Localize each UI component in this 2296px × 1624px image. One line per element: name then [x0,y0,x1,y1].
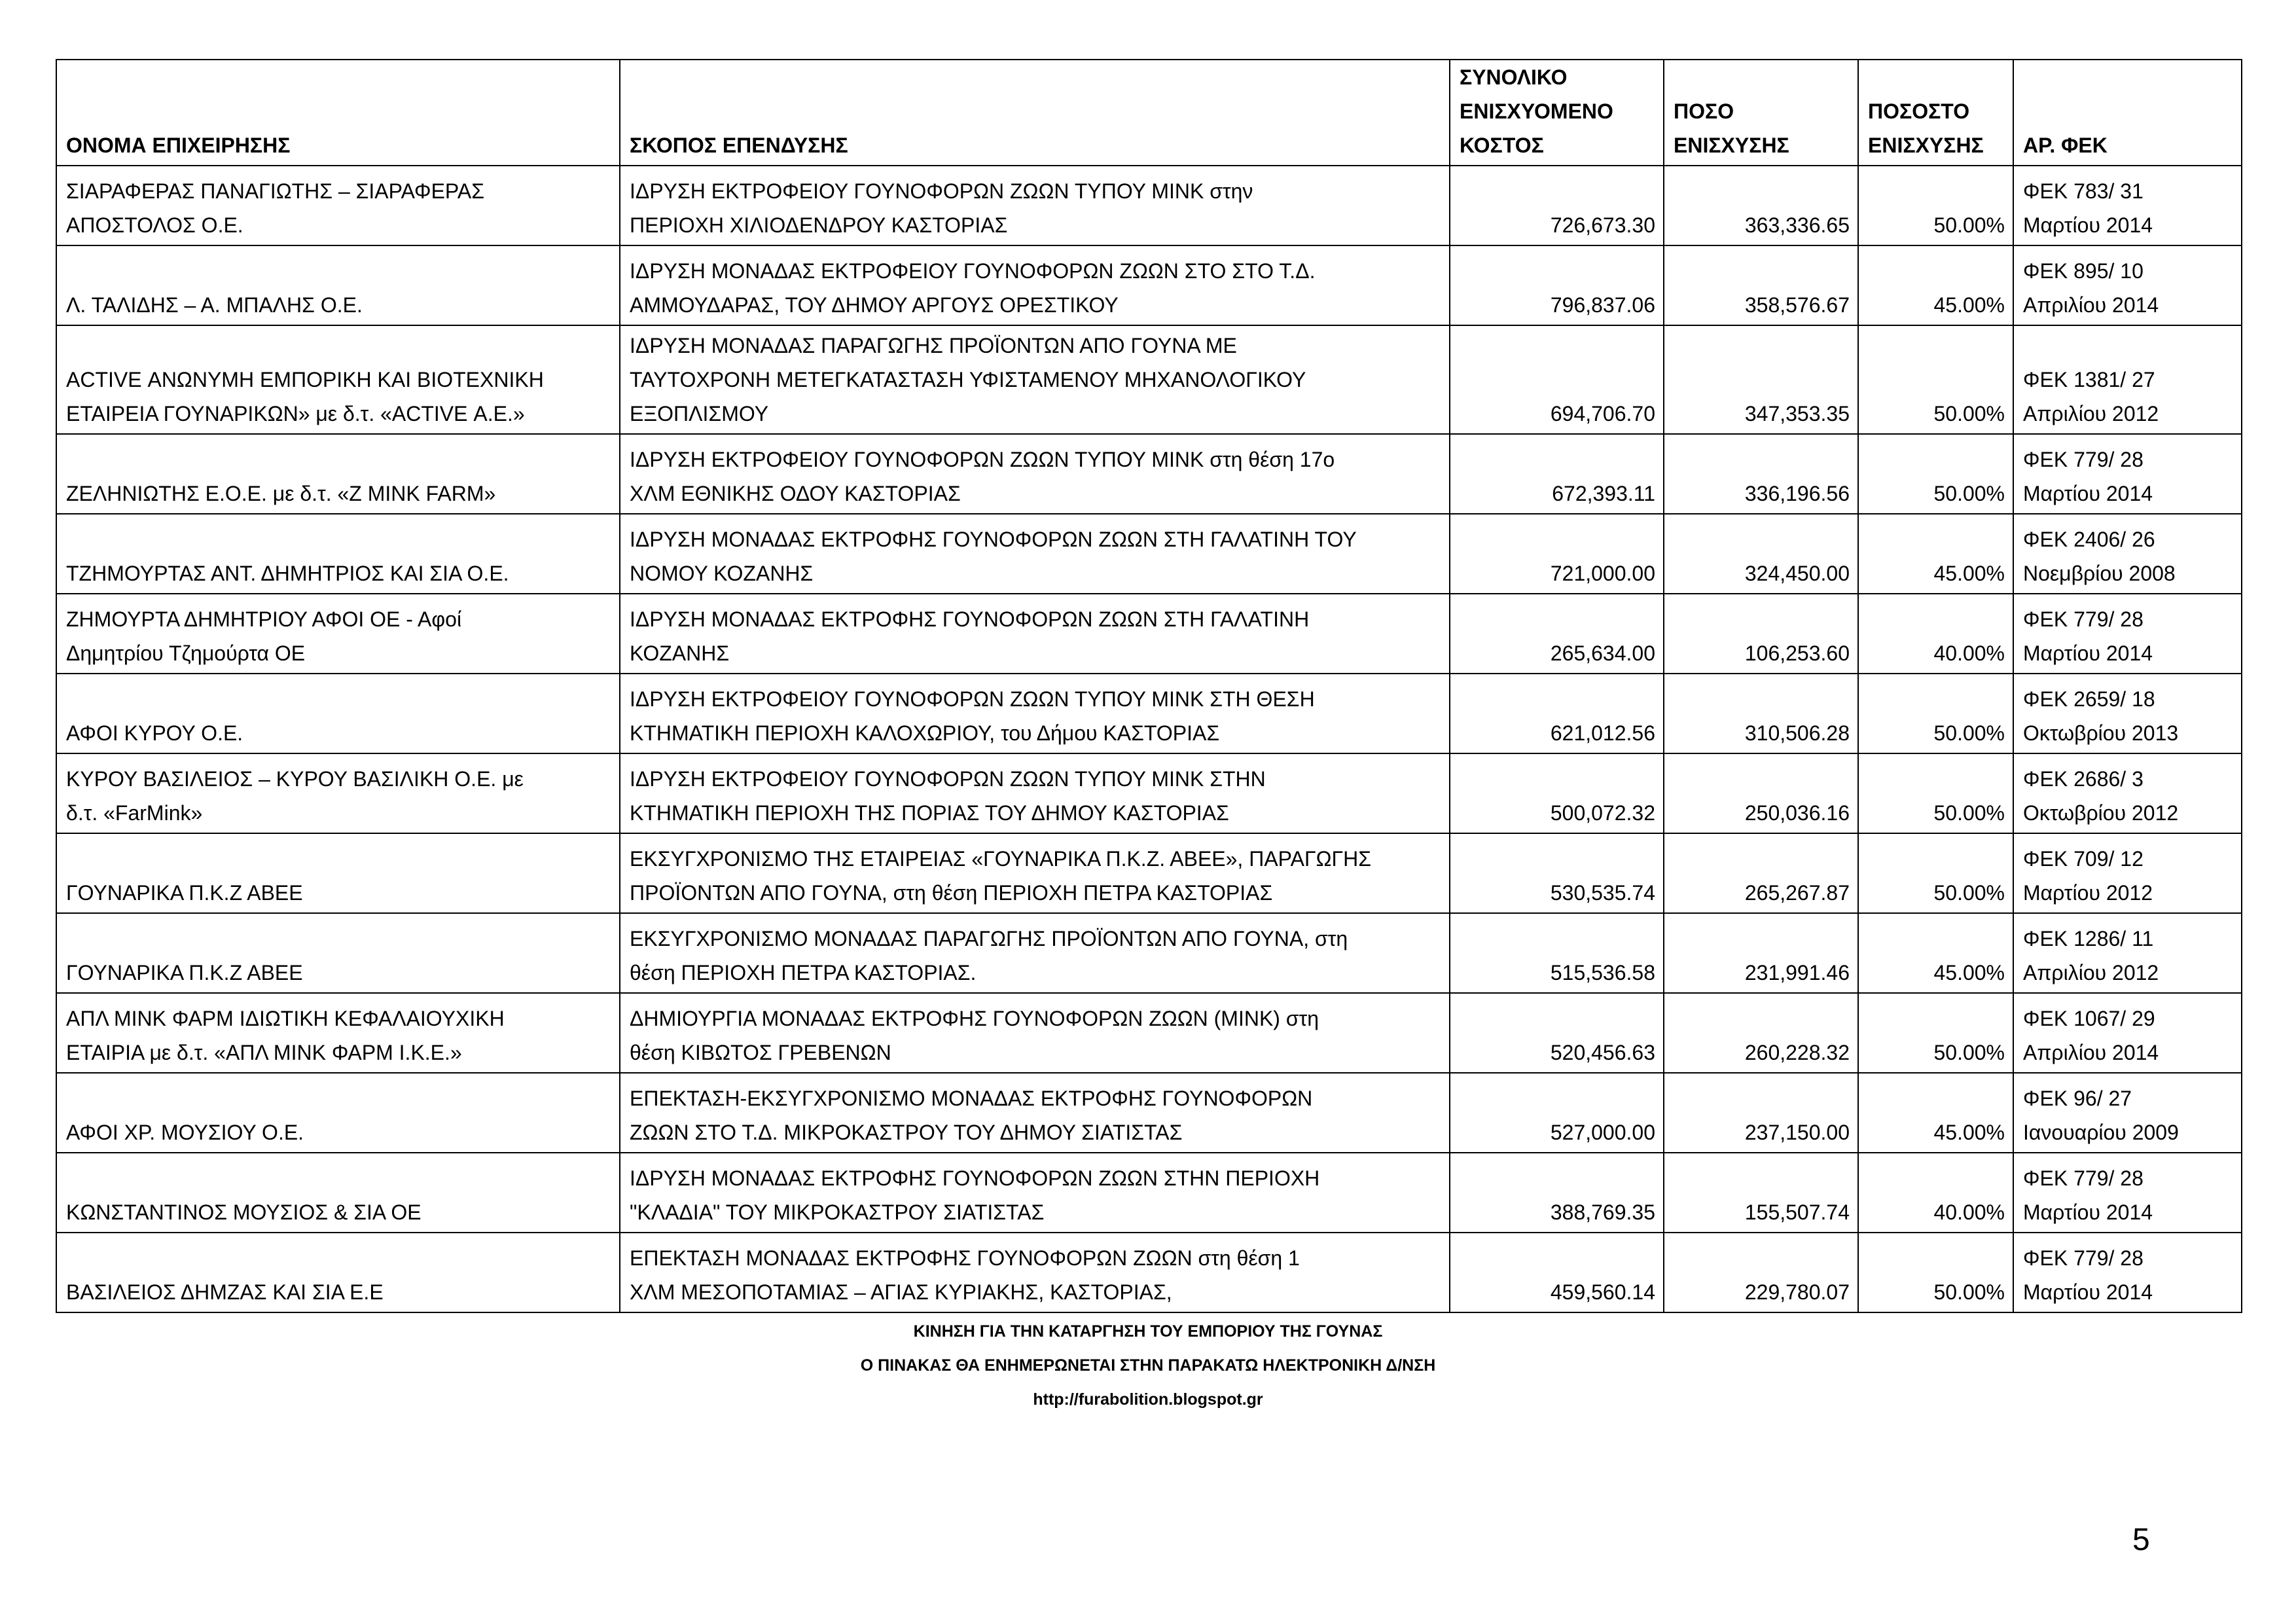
table-row [56,993,2242,1073]
cell-company-name: ΑΦΟΙ ΚΥΡΟΥ Ο.Ε. [56,674,620,753]
table-row [56,913,2242,993]
table-row [56,833,2242,913]
investment-table [56,59,2242,1313]
table-row [56,1153,2242,1233]
table-row [56,514,2242,594]
cell-company-name: ΑΠΛ ΜΙΝΚ ΦΑΡΜ ΙΔΙΩΤΙΚΗ ΚΕΦΑΛΑΙΟΥΧΙΚΗ ΕΤΑΙΡΙΑ με δ.τ. «ΑΠΛ ΜΙΝΚ ΦΑΡΜ Ι.Κ.Ε.» [56,993,620,1073]
cell-investment-purpose: ΕΚΣΥΓΧΡΟΝΙΣΜΟ ΤΗΣ ΕΤΑΙΡΕΙΑΣ «ΓΟΥΝΑΡΙΚΑ Π.Κ.Ζ. ΑΒΕΕ», ΠΑΡΑΓΩΓΗΣ ΠΡΟΪΟΝΤΩΝ ΑΠΟ ΓΟΥΝΑ, στη θέση ΠΕΡΙΟΧΗ ΠΕΤΡΑ ΚΑΣΤΟΡΙΑΣ [620,833,1450,913]
cell-company-name: ΓΟΥΝΑΡΙΚΑ Π.Κ.Ζ ΑΒΕΕ [56,913,620,993]
cell-fek-number: ΦΕΚ 2659/ 18 Οκτωβρίου 2013 [2013,674,2242,753]
table-header-row [56,60,2242,166]
cell-grant-amount: 229,780.07 [1664,1233,1858,1312]
cell-company-name: ΖΗΜΟΥΡΤΑ ΔΗΜΗΤΡΙΟΥ ΑΦΟΙ ΟΕ - Αφοί Δημητρίου Τζημούρτα ΟΕ [56,594,620,674]
cell-total-cost: 527,000.00 [1450,1073,1664,1153]
cell-company-name: Λ. ΤΑΛΙΔΗΣ – Α. ΜΠΑΛΗΣ Ο.Ε. [56,245,620,325]
table-row [56,594,2242,674]
cell-grant-amount: 363,336.65 [1664,166,1858,245]
header-company-name: ΟΝΟΜΑ ΕΠΙΧΕΙΡΗΣΗΣ [56,60,620,166]
table-row [56,245,2242,325]
footer-url[interactable]: http://furabolition.blogspot.gr [1033,1390,1263,1409]
cell-grant-percent: 40.00% [1858,1153,2013,1233]
cell-company-name: ΖΕΛΗΝΙΩΤΗΣ Ε.Ο.Ε. με δ.τ. «Z MINK FARM» [56,434,620,514]
cell-grant-amount: 155,507.74 [1664,1153,1858,1233]
cell-grant-percent: 50.00% [1858,674,2013,753]
cell-grant-amount: 336,196.56 [1664,434,1858,514]
cell-fek-number: ΦΕΚ 779/ 28 Μαρτίου 2014 [2013,434,2242,514]
cell-grant-percent: 50.00% [1858,325,2013,434]
table-row [56,753,2242,833]
cell-fek-number: ΦΕΚ 779/ 28 Μαρτίου 2014 [2013,594,2242,674]
cell-grant-amount: 237,150.00 [1664,1073,1858,1153]
cell-investment-purpose: ΙΔΡΥΣΗ ΜΟΝΑΔΑΣ ΕΚΤΡΟΦΗΣ ΓΟΥΝΟΦΟΡΩΝ ΖΩΩΝ ΣΤΗ ΓΑΛΑΤΙΝΗ ΤΟΥ ΝΟΜΟΥ ΚΟΖΑΝΗΣ [620,514,1450,594]
header-grant-percent: ΠΟΣΟΣΤΟ ΕΝΙΣΧΥΣΗΣ [1858,60,2013,166]
cell-investment-purpose: ΕΠΕΚΤΑΣΗ ΜΟΝΑΔΑΣ ΕΚΤΡΟΦΗΣ ΓΟΥΝΟΦΟΡΩΝ ΖΩΩΝ στη θέση 1 ΧΛΜ ΜΕΣΟΠΟΤΑΜΙΑΣ – ΑΓΙΑΣ ΚΥΡΙΑΚΗΣ, ΚΑΣΤΟΡΙΑΣ, [620,1233,1450,1312]
page-number: 5 [2132,1523,2150,1557]
cell-total-cost: 388,769.35 [1450,1153,1664,1233]
cell-fek-number: ΦΕΚ 1286/ 11 Απριλίου 2012 [2013,913,2242,993]
cell-company-name: ΒΑΣΙΛΕΙΟΣ ΔΗΜΖΑΣ ΚΑΙ ΣΙΑ Ε.Ε [56,1233,620,1312]
cell-total-cost: 726,673.30 [1450,166,1664,245]
cell-company-name: ΚΩΝΣΤΑΝΤΙΝΟΣ ΜΟΥΣΙΟΣ & ΣΙΑ ΟΕ [56,1153,620,1233]
cell-fek-number: ΦΕΚ 2686/ 3 Οκτωβρίου 2012 [2013,753,2242,833]
cell-total-cost: 265,634.00 [1450,594,1664,674]
header-investment-purpose: ΣΚΟΠΟΣ ΕΠΕΝΔΥΣΗΣ [620,60,1450,166]
table-row [56,1073,2242,1153]
cell-grant-amount: 347,353.35 [1664,325,1858,434]
cell-company-name: ΓΟΥΝΑΡΙΚΑ Π.Κ.Ζ ΑΒΕΕ [56,833,620,913]
investment-table-container [56,59,2241,1313]
table-body [56,166,2242,1312]
table-row [56,166,2242,245]
cell-total-cost: 694,706.70 [1450,325,1664,434]
cell-total-cost: 721,000.00 [1450,514,1664,594]
cell-grant-amount: 265,267.87 [1664,833,1858,913]
cell-company-name: ΑΦΟΙ ΧΡ. ΜΟΥΣΙΟΥ Ο.Ε. [56,1073,620,1153]
cell-investment-purpose: ΙΔΡΥΣΗ ΕΚΤΡΟΦΕΙΟΥ ΓΟΥΝΟΦΟΡΩΝ ΖΩΩΝ ΤΥΠΟΥ ΜΙΝΚ στη θέση 17ο ΧΛΜ ΕΘΝΙΚΗΣ ΟΔΟΥ ΚΑΣΤΟΡΙΑΣ [620,434,1450,514]
cell-grant-percent: 50.00% [1858,1233,2013,1312]
cell-total-cost: 672,393.11 [1450,434,1664,514]
cell-grant-percent: 50.00% [1858,753,2013,833]
cell-fek-number: ΦΕΚ 709/ 12 Μαρτίου 2012 [2013,833,2242,913]
cell-total-cost: 515,536.58 [1450,913,1664,993]
cell-fek-number: ΦΕΚ 783/ 31 Μαρτίου 2014 [2013,166,2242,245]
footer-organization: ΚΙΝΗΣΗ ΓΙΑ ΤΗΝ ΚΑΤΑΡΓΗΣΗ ΤΟΥ ΕΜΠΟΡΙΟΥ ΤΗΣ ΓΟΥΝΑΣ [913,1322,1383,1341]
cell-grant-percent: 40.00% [1858,594,2013,674]
table-row [56,325,2242,434]
cell-fek-number: ΦΕΚ 895/ 10 Απριλίου 2014 [2013,245,2242,325]
table-row [56,674,2242,753]
cell-company-name: ΤΖΗΜΟΥΡΤΑΣ ΑΝΤ. ΔΗΜΗΤΡΙΟΣ ΚΑΙ ΣΙΑ Ο.Ε. [56,514,620,594]
cell-grant-percent: 50.00% [1858,833,2013,913]
cell-investment-purpose: ΙΔΡΥΣΗ ΕΚΤΡΟΦΕΙΟΥ ΓΟΥΝΟΦΟΡΩΝ ΖΩΩΝ ΤΥΠΟΥ ΜΙΝΚ ΣΤΗΝ ΚΤΗΜΑΤΙΚΗ ΠΕΡΙΟΧΗ ΤΗΣ ΠΟΡΙΑΣ ΤΟΥ ΔΗΜΟΥ ΚΑΣΤΟΡΙΑΣ [620,753,1450,833]
cell-total-cost: 530,535.74 [1450,833,1664,913]
header-total-cost: ΣΥΝΟΛΙΚΟ ΕΝΙΣΧΥΟΜΕΝΟ ΚΟΣΤΟΣ [1450,60,1664,166]
cell-grant-amount: 260,228.32 [1664,993,1858,1073]
cell-fek-number: ΦΕΚ 1067/ 29 Απριλίου 2014 [2013,993,2242,1073]
cell-investment-purpose: ΔΗΜΙΟΥΡΓΙΑ ΜΟΝΑΔΑΣ ΕΚΤΡΟΦΗΣ ΓΟΥΝΟΦΟΡΩΝ ΖΩΩΝ (ΜΙΝΚ) στη θέση ΚΙΒΩΤΟΣ ΓΡΕΒΕΝΩΝ [620,993,1450,1073]
cell-fek-number: ΦΕΚ 779/ 28 Μαρτίου 2014 [2013,1233,2242,1312]
table-row [56,434,2242,514]
cell-investment-purpose: ΙΔΡΥΣΗ ΜΟΝΑΔΑΣ ΠΑΡΑΓΩΓΗΣ ΠΡΟΪΟΝΤΩΝ ΑΠΟ ΓΟΥΝΑ ΜΕ ΤΑΥΤΟΧΡΟΝΗ ΜΕΤΕΓΚΑΤΑΣΤΑΣΗ ΥΦΙΣΤΑΜΕΝΟΥ ΜΗΧΑΝΟΛΟΓΙΚΟΥ ΕΞΟΠΛΙΣΜΟΥ [620,325,1450,434]
cell-company-name: ΚΥΡΟΥ ΒΑΣΙΛΕΙΟΣ – ΚΥΡΟΥ ΒΑΣΙΛΙΚΗ Ο.Ε. με δ.τ. «FarMink» [56,753,620,833]
cell-investment-purpose: ΕΠΕΚΤΑΣΗ-ΕΚΣΥΓΧΡΟΝΙΣΜΟ ΜΟΝΑΔΑΣ ΕΚΤΡΟΦΗΣ ΓΟΥΝΟΦΟΡΩΝ ΖΩΩΝ ΣΤΟ Τ.Δ. ΜΙΚΡΟΚΑΣΤΡΟΥ ΤΟΥ ΔΗΜΟΥ ΣΙΑΤΙΣΤΑΣ [620,1073,1450,1153]
cell-grant-percent: 45.00% [1858,245,2013,325]
cell-fek-number: ΦΕΚ 96/ 27 Ιανουαρίου 2009 [2013,1073,2242,1153]
cell-grant-percent: 50.00% [1858,993,2013,1073]
cell-grant-amount: 250,036.16 [1664,753,1858,833]
cell-investment-purpose: ΙΔΡΥΣΗ ΕΚΤΡΟΦΕΙΟΥ ΓΟΥΝΟΦΟΡΩΝ ΖΩΩΝ ΤΥΠΟΥ ΜΙΝΚ στην ΠΕΡΙΟΧΗ ΧΙΛΙΟΔΕΝΔΡΟΥ ΚΑΣΤΟΡΙΑΣ [620,166,1450,245]
cell-company-name: ΣΙΑΡΑΦΕΡΑΣ ΠΑΝΑΓΙΩΤΗΣ – ΣΙΑΡΑΦΕΡΑΣ ΑΠΟΣΤΟΛΟΣ Ο.Ε. [56,166,620,245]
cell-grant-amount: 310,506.28 [1664,674,1858,753]
cell-investment-purpose: ΕΚΣΥΓΧΡΟΝΙΣΜΟ ΜΟΝΑΔΑΣ ΠΑΡΑΓΩΓΗΣ ΠΡΟΪΟΝΤΩΝ ΑΠΟ ΓΟΥΝΑ, στη θέση ΠΕΡΙΟΧΗ ΠΕΤΡΑ ΚΑΣΤΟΡΙΑΣ. [620,913,1450,993]
cell-investment-purpose: ΙΔΡΥΣΗ ΜΟΝΑΔΑΣ ΕΚΤΡΟΦΗΣ ΓΟΥΝΟΦΟΡΩΝ ΖΩΩΝ ΣΤΗΝ ΠΕΡΙΟΧΗ "ΚΛΑΔΙΑ" ΤΟΥ ΜΙΚΡΟΚΑΣΤΡΟΥ ΣΙΑΤΙΣΤΑΣ [620,1153,1450,1233]
cell-grant-amount: 231,991.46 [1664,913,1858,993]
cell-grant-amount: 324,450.00 [1664,514,1858,594]
cell-total-cost: 621,012.56 [1450,674,1664,753]
cell-grant-percent: 45.00% [1858,514,2013,594]
cell-investment-purpose: ΙΔΡΥΣΗ ΜΟΝΑΔΑΣ ΕΚΤΡΟΦΗΣ ΓΟΥΝΟΦΟΡΩΝ ΖΩΩΝ ΣΤΗ ΓΑΛΑΤΙΝΗ ΚΟΖΑΝΗΣ [620,594,1450,674]
cell-grant-amount: 106,253.60 [1664,594,1858,674]
cell-grant-amount: 358,576.67 [1664,245,1858,325]
cell-grant-percent: 50.00% [1858,434,2013,514]
cell-fek-number: ΦΕΚ 2406/ 26 Νοεμβρίου 2008 [2013,514,2242,594]
cell-total-cost: 796,837.06 [1450,245,1664,325]
cell-total-cost: 520,456.63 [1450,993,1664,1073]
cell-total-cost: 459,560.14 [1450,1233,1664,1312]
footer-update-note: Ο ΠΙΝΑΚΑΣ ΘΑ ΕΝΗΜΕΡΩΝΕΤΑΙ ΣΤΗΝ ΠΑΡΑΚΑΤΩ ΗΛΕΚΤΡΟΝΙΚΗ Δ/ΝΣΗ [860,1356,1436,1375]
cell-investment-purpose: ΙΔΡΥΣΗ ΜΟΝΑΔΑΣ ΕΚΤΡΟΦΕΙΟΥ ΓΟΥΝΟΦΟΡΩΝ ΖΩΩΝ ΣΤΟ ΣΤΟ Τ.Δ. ΑΜΜΟΥΔΑΡΑΣ, ΤΟΥ ΔΗΜΟΥ ΑΡΓΟΥΣ ΟΡΕΣΤΙΚΟΥ [620,245,1450,325]
cell-investment-purpose: ΙΔΡΥΣΗ ΕΚΤΡΟΦΕΙΟΥ ΓΟΥΝΟΦΟΡΩΝ ΖΩΩΝ ΤΥΠΟΥ ΜΙΝΚ ΣΤΗ ΘΕΣΗ ΚΤΗΜΑΤΙΚΗ ΠΕΡΙΟΧΗ ΚΑΛΟΧΩΡΙΟΥ, του Δήμου ΚΑΣΤΟΡΙΑΣ [620,674,1450,753]
cell-grant-percent: 45.00% [1858,1073,2013,1153]
cell-fek-number: ΦΕΚ 779/ 28 Μαρτίου 2014 [2013,1153,2242,1233]
header-grant-amount: ΠΟΣΟ ΕΝΙΣΧΥΣΗΣ [1664,60,1858,166]
cell-total-cost: 500,072.32 [1450,753,1664,833]
header-fek-number: ΑΡ. ΦΕΚ [2013,60,2242,166]
cell-grant-percent: 50.00% [1858,166,2013,245]
table-row [56,1233,2242,1312]
cell-company-name: ACTIVE ΑΝΩΝΥΜΗ ΕΜΠΟΡΙΚΗ ΚΑΙ ΒΙΟΤΕΧΝΙΚΗ ΕΤΑΙΡΕΙΑ ΓΟΥΝΑΡΙΚΩΝ» με δ.τ. «ACTIVE Α.Ε.» [56,325,620,434]
cell-grant-percent: 45.00% [1858,913,2013,993]
cell-fek-number: ΦΕΚ 1381/ 27 Απριλίου 2012 [2013,325,2242,434]
footer [0,1314,2296,1416]
